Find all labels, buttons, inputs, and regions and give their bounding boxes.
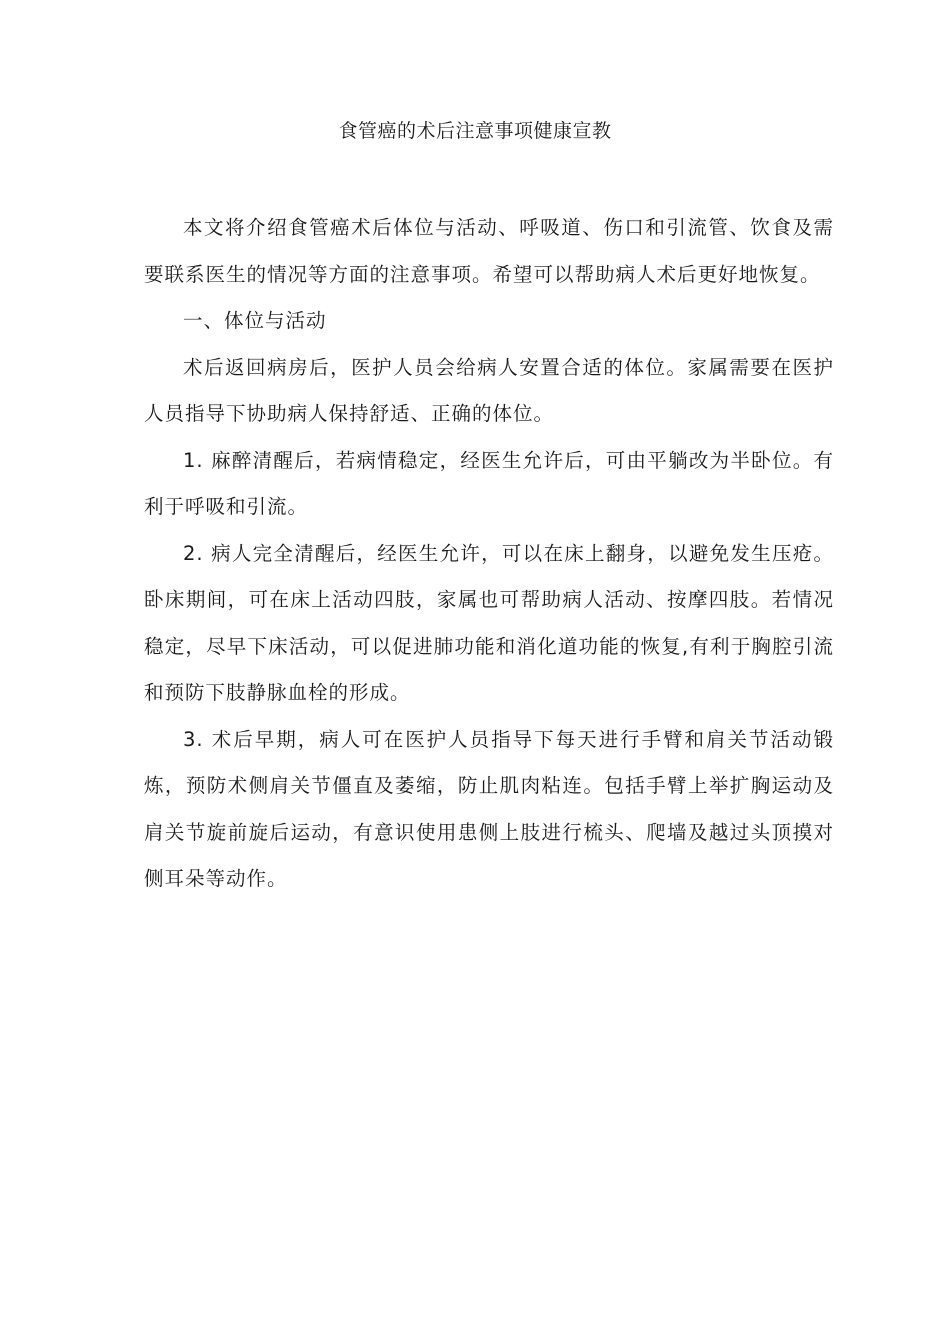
section-heading: 一、体位与活动 (183, 309, 327, 332)
document-title: 食管癌的术后注意事项健康宣教 (338, 120, 612, 142)
list-item: 1. 麻醉清醒后，若病情稳定，经医生允许后，可由平躺改为半卧位。有利于呼吸和引流。 (144, 448, 834, 518)
document-body (144, 205, 834, 903)
list-item: 3. 术后早期，病人可在医护人员指导下每天进行手臂和肩关节活动锻炼，预防术侧肩关节僵直及萎缩，防止肌肉粘连。包括手臂上举扩胸运动及肩关节旋前旋后运动，有意识使用患侧上肢进行梳头、爬墙及越过头顶摸对侧耳朵等动作。 (144, 727, 834, 890)
body-paragraph: 术后返回病房后，医护人员会给病人安置合适的体位。家属需要在医护人员指导下协助病人保持舒适、正确的体位。 (144, 355, 834, 425)
intro-paragraph: 本文将介绍食管癌术后体位与活动、呼吸道、伤口和引流管、饮食及需要联系医生的情况等方面的注意事项。希望可以帮助病人术后更好地恢复。 (144, 216, 834, 286)
list-item: 2. 病人完全清醒后，经医生允许，可以在床上翻身，以避免发生压疮。卧床期间，可在床上活动四肢，家属也可帮助病人活动、按摩四肢。若情况稳定，尽早下床活动，可以促进肺功能和消化道功能的恢复,有利于胸腔引流和预防下肢静脉血栓的形成。 (144, 541, 834, 704)
